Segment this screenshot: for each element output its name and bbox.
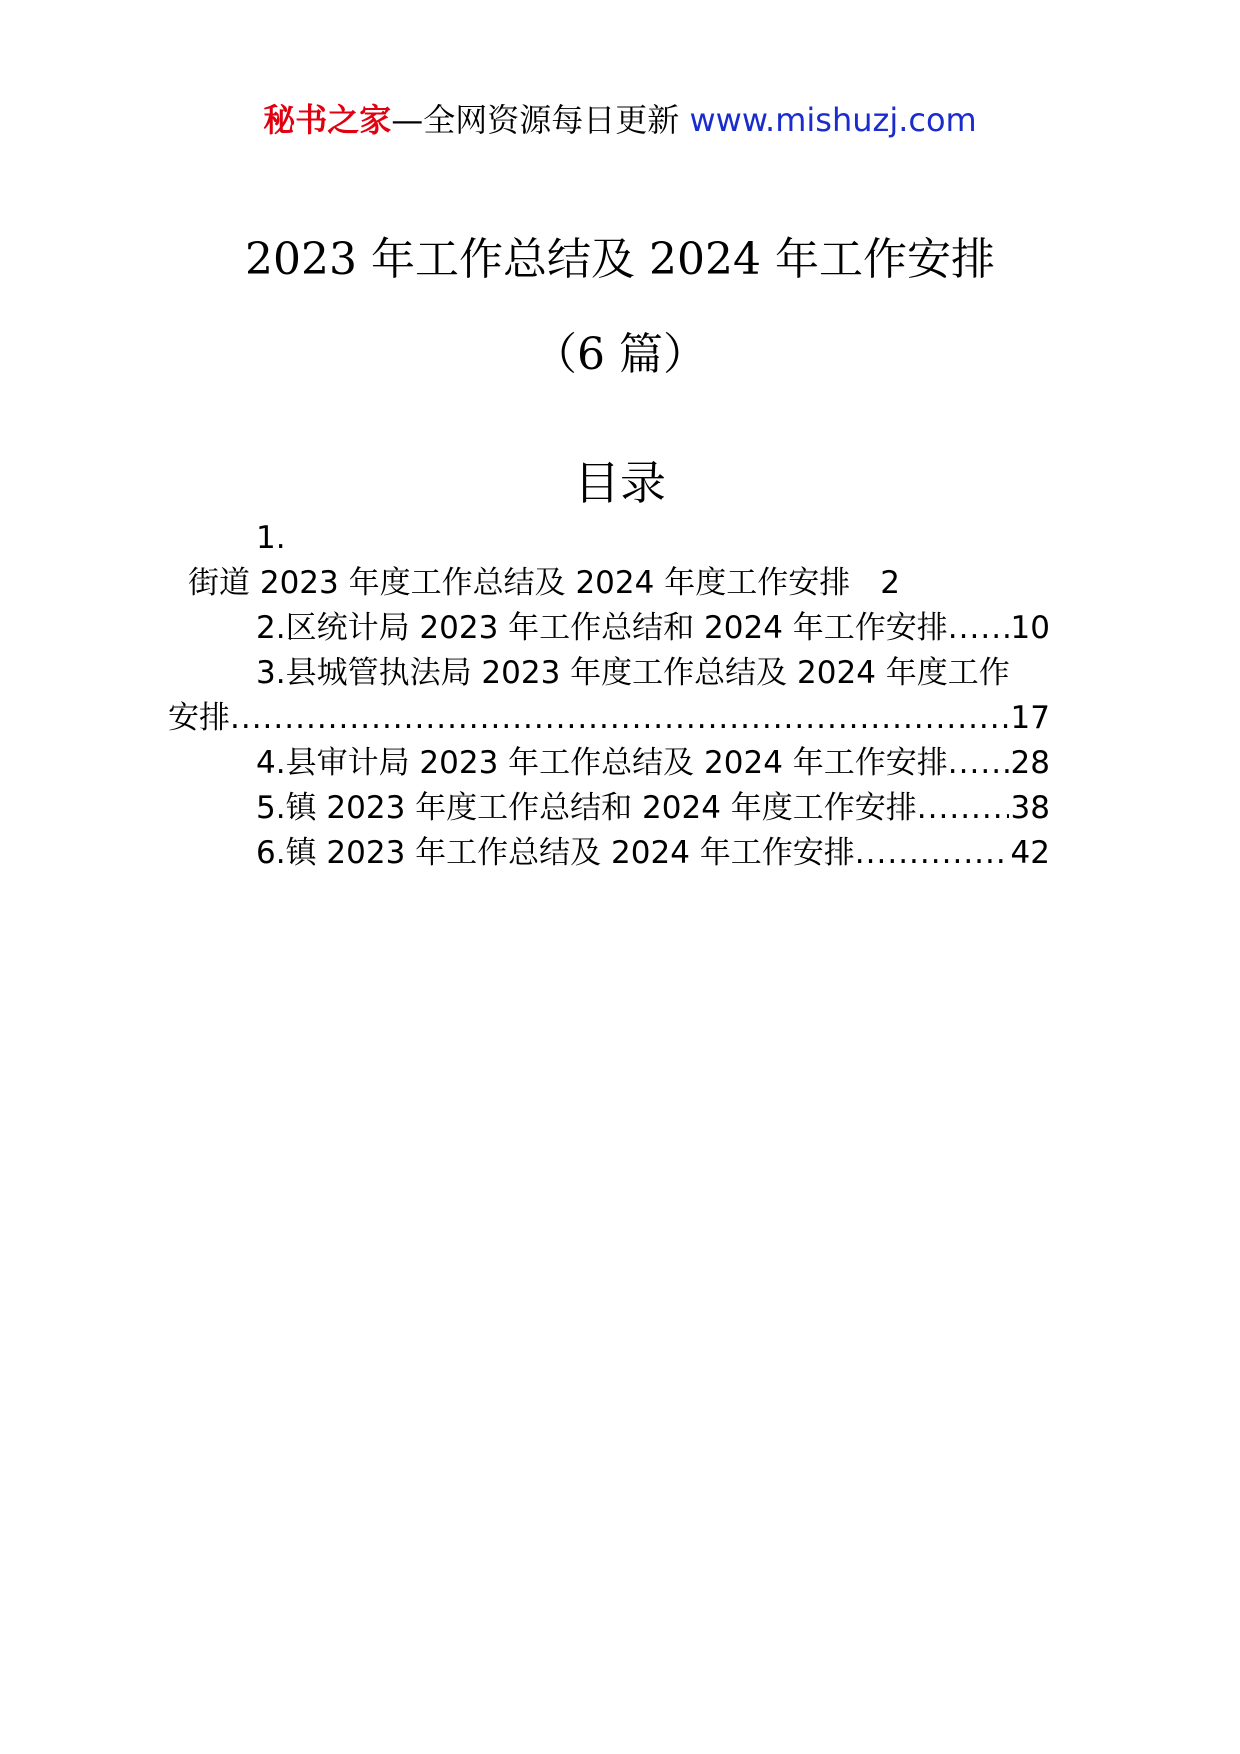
toc-item-label-continued: 安排 (168, 700, 230, 736)
toc-leader-dots (948, 741, 1009, 786)
toc-leader-dots (230, 696, 1009, 741)
toc-item-number: 4. (256, 745, 286, 781)
toc-item-number: 5. (256, 790, 286, 826)
toc-item-label: 县审计局 2023 年工作总结及 2024 年工作安排 (285, 745, 948, 781)
toc-item-page: 17 (1010, 700, 1050, 736)
toc-item-label: 镇 2023 年度工作总结和 2024 年度工作安排 (285, 790, 917, 826)
toc-item-number: 6. (256, 835, 286, 871)
toc-item-label: 镇 2023 年工作总结及 2024 年工作安排 (285, 835, 855, 871)
toc-item-5[interactable] (188, 786, 1050, 831)
toc-item-number: 3. (256, 655, 286, 691)
toc-item-page: 2 (880, 565, 900, 601)
toc-leader-dots (948, 606, 1009, 651)
toc-item-page: 28 (1010, 745, 1050, 781)
site-url-link[interactable]: www.mishuzj.com (689, 101, 977, 139)
toc-item-number: 1. (256, 520, 286, 556)
toc-item-label: 县城管执法局 2023 年度工作总结及 2024 年度工作 (285, 655, 1010, 691)
toc-item-label: 街道 2023 年度工作总结及 2024 年度工作安排 (188, 565, 851, 601)
toc-item-2[interactable] (188, 606, 1050, 651)
toc-item-page: 10 (1010, 610, 1050, 646)
toc-item-3-continued[interactable] (168, 696, 1050, 741)
toc-item-3[interactable] (188, 651, 1050, 696)
toc-item-number: 2. (256, 610, 286, 646)
document-title: 2023 年工作总结及 2024 年工作安排 (245, 234, 995, 285)
toc-leader-dots (855, 831, 1009, 876)
toc-item-page: 38 (1010, 790, 1050, 826)
site-header (0, 100, 1240, 140)
table-of-contents (168, 520, 1050, 876)
toc-leader-dots (917, 786, 1009, 831)
brand-name: 秘书之家 (263, 101, 392, 139)
toc-item-label: 区统计局 2023 年工作总结和 2024 年工作安排 (285, 610, 948, 646)
toc-item-1-number-row[interactable] (188, 516, 1050, 561)
toc-heading: 目录 (574, 456, 666, 510)
header-tagline: —全网资源每日更新 (391, 101, 690, 139)
toc-item-1[interactable] (188, 561, 1050, 606)
toc-item-4[interactable] (188, 741, 1050, 786)
document-subtitle: （6 篇） (533, 329, 707, 380)
toc-item-6[interactable] (188, 831, 1050, 876)
toc-item-page: 42 (1010, 835, 1050, 871)
